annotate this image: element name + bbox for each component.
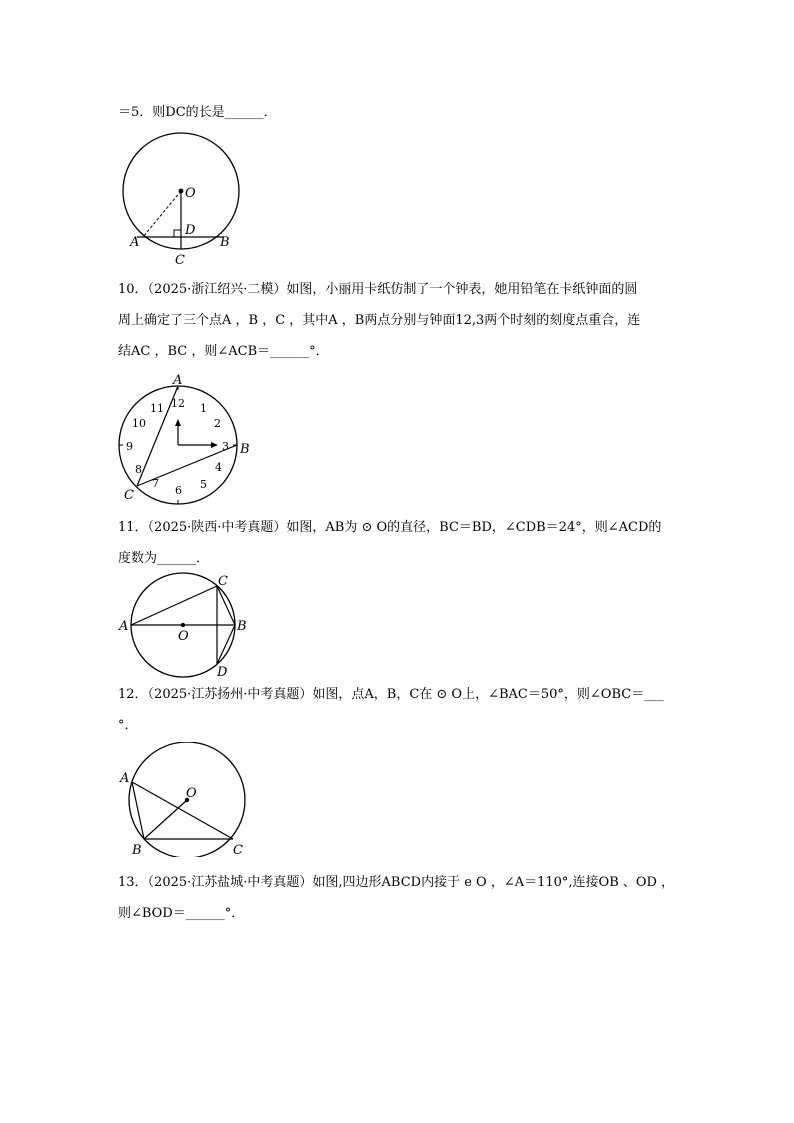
q10-label-a: A	[173, 373, 183, 388]
q11-label-c: C	[218, 574, 228, 589]
q10-numeral-8: 8	[135, 463, 142, 476]
q9-figure	[110, 130, 250, 270]
q11-figure	[113, 572, 258, 682]
q12-label-o: O	[186, 786, 197, 801]
q12-label-a: A	[120, 771, 130, 786]
q10-line-3: 结AC ，BC ，则∠ACB＝______°．	[118, 344, 329, 359]
q9-center-dot	[179, 189, 184, 194]
q12-line-1: 12．（2025·江苏扬州·中考真题）如图，点A，B，C在 ⊙ O上，∠BAC＝50°，则∠OBC＝___	[118, 687, 664, 702]
q12-label-c: C	[233, 843, 243, 857]
q10-numeral-11: 11	[150, 402, 164, 415]
q11-label-d: D	[217, 665, 228, 680]
q13-line-1: 13．（2025·江苏盐城·中考真题）如图,四边形ABCD内接于 e O ，∠A＝110°,连接OB 、OD ，	[118, 875, 675, 890]
q10-numeral-5: 5	[200, 478, 207, 491]
q11-label-a: A	[119, 619, 129, 634]
q11-line-1: 11．（2025·陕西·中考真题）如图，AB为 ⊙ O的直径，BC＝BD，∠CDB＝24°，则∠ACD的	[118, 520, 662, 535]
q11-chord-cb	[217, 586, 235, 625]
q10-numeral-10: 10	[132, 417, 146, 430]
q9-label-b: B	[220, 235, 230, 250]
q11-chord-bd	[217, 625, 235, 664]
q12-label-b: B	[132, 843, 142, 857]
q11-chord-ac	[131, 586, 217, 625]
q10-hour-arrow	[211, 442, 218, 448]
q9-answer-line: ＝5．则DC的长是______．	[118, 105, 277, 120]
q9-label-c: C	[175, 253, 185, 268]
q10-line-1: 10．（2025·浙江绍兴·二模）如图，小丽用卡纸仿制了一个钟表，她用铅笔在卡纸钟面的圆	[118, 282, 638, 297]
q10-line-2: 周上确定了三个点A ，B ，C ，其中A ，B两点分别与钟面12,3两个时刻的刻度点重合，连	[118, 313, 641, 328]
q11-center-dot	[181, 623, 185, 627]
q12-figure	[113, 742, 253, 857]
q12-segment-ob	[144, 800, 187, 839]
q9-label-d: D	[185, 223, 196, 238]
q10-numeral-2: 2	[214, 417, 221, 430]
q12-chord-ac	[132, 782, 233, 839]
q12-line-2: °．	[118, 718, 138, 733]
q10-minute-arrow	[175, 419, 181, 426]
q10-numeral-1: 1	[200, 402, 207, 415]
q10-numeral-12: 12	[171, 397, 185, 410]
q10-numeral-7: 7	[152, 477, 159, 490]
q11-label-o: O	[178, 629, 189, 644]
q9-right-angle-mark	[174, 230, 181, 237]
q10-numeral-6: 6	[175, 484, 182, 497]
q9-label-a: A	[130, 235, 140, 250]
q13-line-2: 则∠BOD＝______°．	[118, 906, 245, 921]
q9-label-o: O	[185, 186, 196, 201]
q11-label-b: B	[237, 619, 247, 634]
q10-numeral-9: 9	[126, 440, 133, 453]
q10-numeral-4: 4	[215, 461, 222, 474]
q10-clock-figure	[115, 370, 260, 505]
q10-label-b: B	[240, 442, 250, 457]
q10-label-c: C	[124, 488, 134, 503]
q11-line-2: 度数为______．	[118, 551, 210, 566]
q10-numeral-3: 3	[222, 440, 229, 453]
